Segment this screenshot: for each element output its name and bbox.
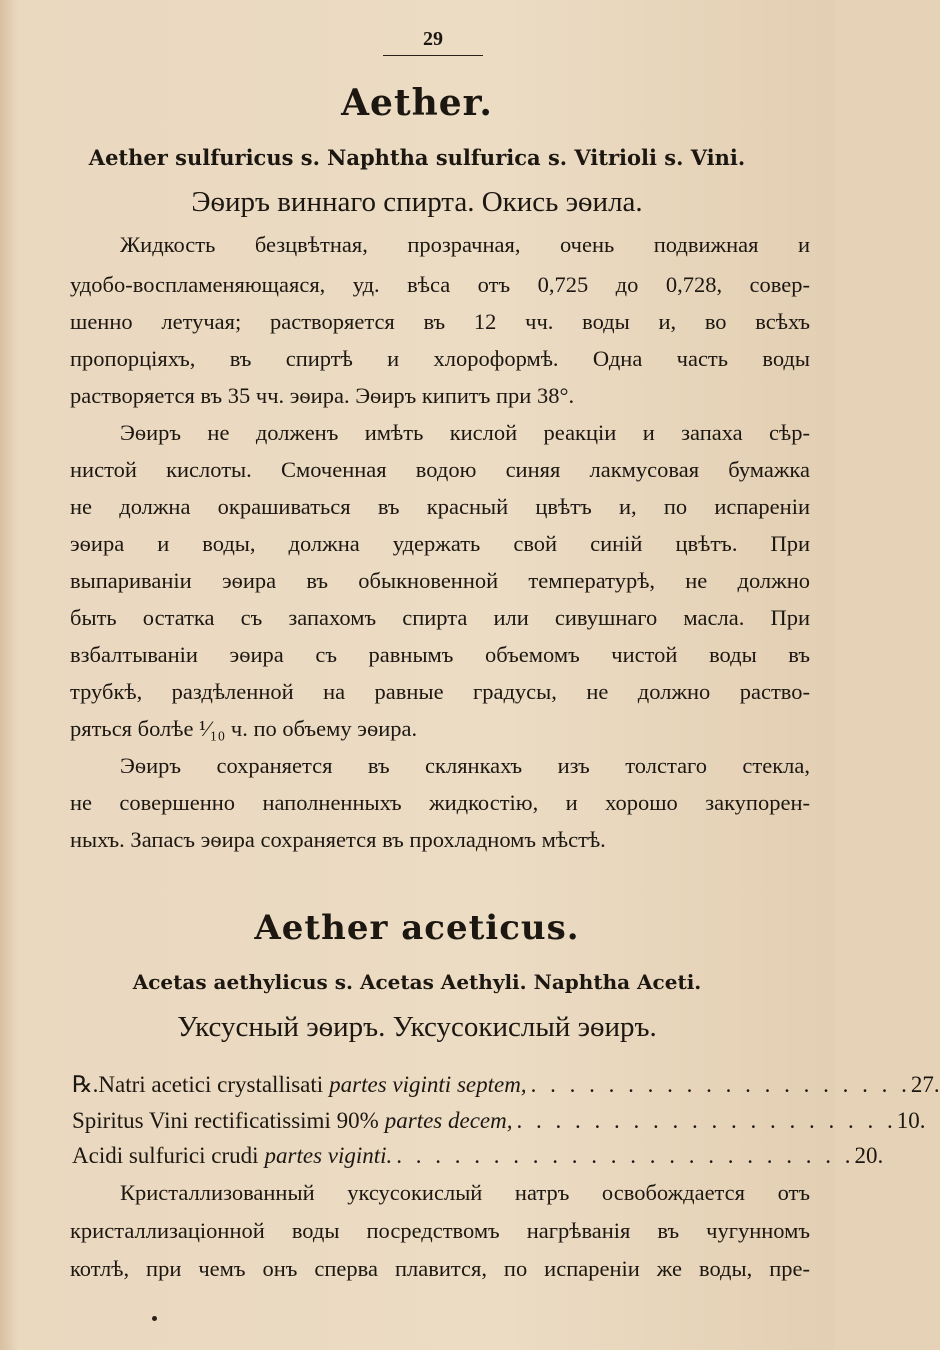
latin-synonyms-aether: Aether sulfuricus s. Naphtha sulfurica s. Vitrioli s. Vini. [88, 145, 746, 170]
text-line: кристаллизаціонной воды посредствомъ нагрѣванія въ чугунномъ [70, 1218, 810, 1243]
page-number: 29 [423, 28, 443, 50]
ingredient-name: Spiritus Vini rectificatissimi 90% [72, 1108, 379, 1133]
text-line: Жидкость безцвѣтная, прозрачная, очень подвижная и [120, 232, 810, 257]
text-line: не совершенно наполненныхъ жидкостію, и хорошо закупорен- [70, 790, 810, 815]
leader-dots: . . . . . . . . . . . . . . . . . . . . [530, 1072, 911, 1097]
ingredient-amount: partes decem, [384, 1108, 513, 1133]
section-title-aether: Aether. [341, 82, 493, 124]
recipe-row [72, 1072, 940, 1098]
leader-dots: . . . . . . . . . . . . . . . . . . . . . . . . [396, 1143, 855, 1168]
text-line: трубкѣ, раздѣленной на равные градусы, не должно раство- [70, 679, 810, 704]
ingredient-quantity: 27. [910, 1072, 940, 1097]
russian-name-aether-aceticus: Уксусный эѳиръ. Уксусокислый эѳиръ. [177, 1011, 657, 1043]
text-line: удобо-воспламеняющаяся, уд. вѣса отъ 0,725 до 0,728, совер- [70, 272, 810, 297]
text-line: ряться болѣе ¹⁄₁₀ ч. по объему эѳира. [70, 716, 418, 741]
text-line: пропорціяхъ, въ спиртѣ и хлороформѣ. Одна часть воды [70, 346, 810, 371]
ink-mark [152, 1316, 157, 1321]
text-line: быть остатка съ запахомъ спирта или сивушнаго масла. При [70, 605, 810, 630]
text-line: Эѳиръ не долженъ имѣть кислой реакціи и запаха сѣр- [120, 420, 810, 445]
text-line: нистой кислоты. Смоченная водою синяя лакмусовая бумажка [70, 457, 810, 482]
ingredient-name: Acidi sulfurici crudi [72, 1143, 259, 1168]
ingredient-name: Natri acetici crystallisati [98, 1072, 324, 1097]
text-line: Эѳиръ сохраняется въ склянкахъ изъ толстаго стекла, [120, 753, 810, 778]
text-line: Кристаллизованный уксусокислый натръ освобождается отъ [120, 1180, 810, 1205]
text-line: взбалтываніи эѳира съ равнымъ объемомъ чистой воды въ [70, 642, 810, 667]
recipe-row [72, 1143, 884, 1169]
recipe-row [72, 1108, 926, 1134]
text-line: эѳира и воды, должна удержать свой синій цвѣтъ. При [70, 531, 810, 556]
leader-dots: . . . . . . . . . . . . . . . . . . . . [516, 1108, 897, 1133]
ingredient-quantity: 20. [854, 1143, 884, 1168]
page-number-rule [383, 55, 483, 56]
section-title-aether-aceticus: Aether aceticus. [254, 908, 580, 948]
text-line: котлѣ, при чемъ онъ сперва плавится, по испареніи же воды, пре- [70, 1256, 810, 1281]
text-line: выпариваніи эѳира въ обыкновенной температурѣ, не должно [70, 568, 810, 593]
text-line: не должна окрашиваться въ красный цвѣтъ и, по испареніи [70, 494, 810, 519]
ingredient-amount: partes viginti septem, [329, 1072, 527, 1097]
latin-synonyms-aether-aceticus: Acetas aethylicus s. Acetas Aethyli. Naphtha Aceti. [132, 970, 702, 994]
text-line: шенно летучая; растворяется въ 12 чч. воды и, во всѣхъ [70, 309, 810, 334]
ingredient-amount: partes viginti. [264, 1143, 393, 1168]
russian-name-aether: Эѳиръ виннаго спирта. Окись эѳила. [191, 186, 643, 218]
ingredient-quantity: 10. [896, 1108, 926, 1133]
text-line: ныхъ. Запасъ эѳира сохраняется въ прохладномъ мѣстѣ. [70, 827, 606, 852]
recipe-symbol: ℞. [72, 1072, 99, 1097]
text-line: растворяется въ 35 чч. эѳира. Эѳиръ кипитъ при 38°. [70, 383, 575, 408]
